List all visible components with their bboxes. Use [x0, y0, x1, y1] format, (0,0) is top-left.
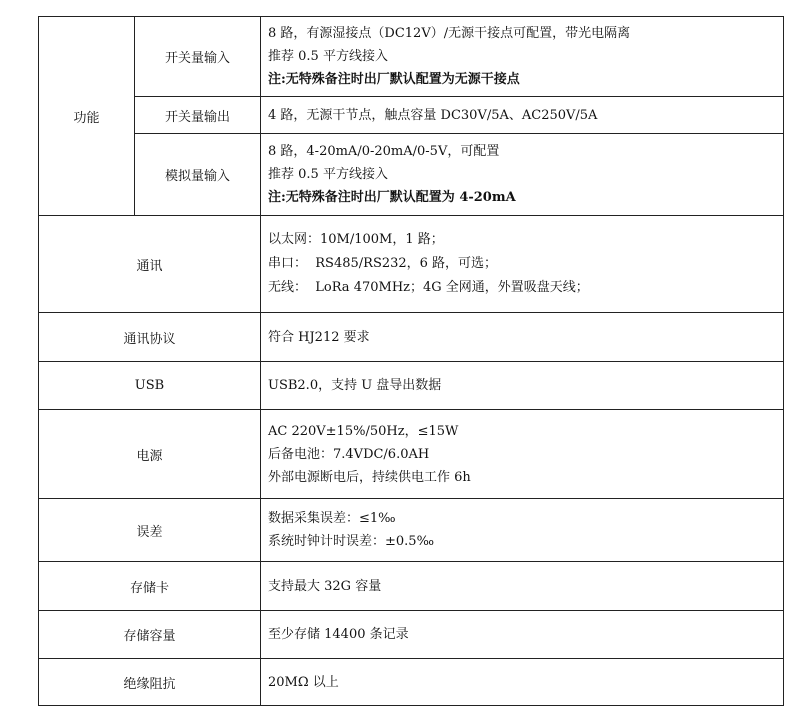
- insulation-label: 绝缘阻抗: [123, 676, 176, 692]
- digital-input-note: 注:无特殊备注时出厂默认配置为无源干接点: [268, 72, 520, 87]
- usb-line-1: USB2.0，支持 U 盘导出数据: [268, 378, 442, 393]
- table-row: [39, 313, 784, 362]
- digital-input-line-1: 8 路，有源湿接点（DC12V）/无源干接点可配置，带光电隔离: [268, 26, 631, 41]
- function-category-label: 功能: [73, 110, 100, 126]
- communication-line-1: 以太网：10M/100M，1 路；: [268, 232, 444, 247]
- analog-input-label-cell: [135, 134, 261, 216]
- digital-input-value-cell: [261, 17, 784, 97]
- power-value-cell: [261, 410, 784, 499]
- digital-output-value-cell: [261, 97, 784, 134]
- function-category-cell: [39, 17, 135, 216]
- digital-input-line-2: 推荐 0.5 平方线接入: [268, 49, 388, 64]
- storage-capacity-line-1: 至少存储 14400 条记录: [268, 627, 409, 642]
- digital-input-label-cell: [135, 17, 261, 97]
- digital-output-label-cell: [135, 97, 261, 134]
- communication-label: 通讯: [136, 258, 163, 274]
- communication-value-cell: [261, 216, 784, 313]
- table-row: [39, 97, 784, 134]
- insulation-line-1: 20MΩ 以上: [268, 674, 339, 690]
- power-label-cell: [39, 410, 261, 499]
- digital-input-label: 开关量输入: [164, 51, 230, 66]
- error-label: 误差: [136, 524, 163, 540]
- storage-capacity-value-cell: [261, 611, 784, 659]
- storage-card-label-cell: [39, 562, 261, 611]
- communication-line-3: 无线： LoRa 470MHz；4G 全网通，外置吸盘天线；: [268, 280, 589, 295]
- power-label: 电源: [136, 448, 163, 464]
- communication-line-2: 串口： RS485/RS232，6 路，可选；: [268, 256, 498, 271]
- insulation-value-cell: [261, 659, 784, 706]
- analog-input-value-cell: [261, 134, 784, 216]
- analog-input-line-2: 推荐 0.5 平方线接入: [268, 167, 388, 182]
- table-row: [39, 216, 784, 313]
- error-line-1: 数据采集误差：≤1‰: [268, 511, 396, 526]
- storage-card-value-cell: [261, 562, 784, 611]
- analog-input-line-1: 8 路，4-20mA/0-20mA/0-5V，可配置: [268, 144, 500, 159]
- usb-value-cell: [261, 362, 784, 410]
- protocol-label: 通讯协议: [123, 331, 176, 347]
- analog-input-label: 模拟量输入: [164, 169, 230, 184]
- table-row: [39, 499, 784, 562]
- table-row: [39, 659, 784, 706]
- digital-output-line-1: 4 路，无源干节点，触点容量 DC30V/5A、AC250V/5A: [268, 107, 598, 123]
- table-row: [39, 134, 784, 216]
- usb-label-cell: [39, 362, 261, 410]
- table-row: [39, 17, 784, 97]
- communication-label-cell: [39, 216, 261, 313]
- storage-card-label: 存储卡: [129, 580, 169, 596]
- table-row: [39, 562, 784, 611]
- protocol-label-cell: [39, 313, 261, 362]
- storage-card-line-1: 支持最大 32G 容量: [268, 578, 382, 594]
- analog-input-note: 注:无特殊备注时出厂默认配置为 4-20mA: [268, 190, 516, 205]
- storage-capacity-label-cell: [39, 611, 261, 659]
- storage-capacity-label: 存储容量: [123, 629, 176, 644]
- table-row: [39, 362, 784, 410]
- power-line-3: 外部电源断电后，持续供电工作 6h: [268, 469, 471, 485]
- insulation-label-cell: [39, 659, 261, 706]
- usb-label: USB: [134, 378, 165, 393]
- power-line-1: AC 220V±15%/50Hz，≤15W: [268, 423, 459, 439]
- error-line-2: 系统时钟计时误差：±0.5‰: [268, 534, 435, 549]
- protocol-line-1: 符合 HJ212 要求: [268, 329, 370, 345]
- digital-output-label: 开关量输出: [164, 109, 230, 125]
- protocol-value-cell: [261, 313, 784, 362]
- error-value-cell: [261, 499, 784, 562]
- power-line-2: 后备电池：7.4VDC/6.0AH: [268, 446, 430, 462]
- table-row: [39, 410, 784, 499]
- table-row: [39, 611, 784, 659]
- spec-table: [38, 16, 784, 706]
- error-label-cell: [39, 499, 261, 562]
